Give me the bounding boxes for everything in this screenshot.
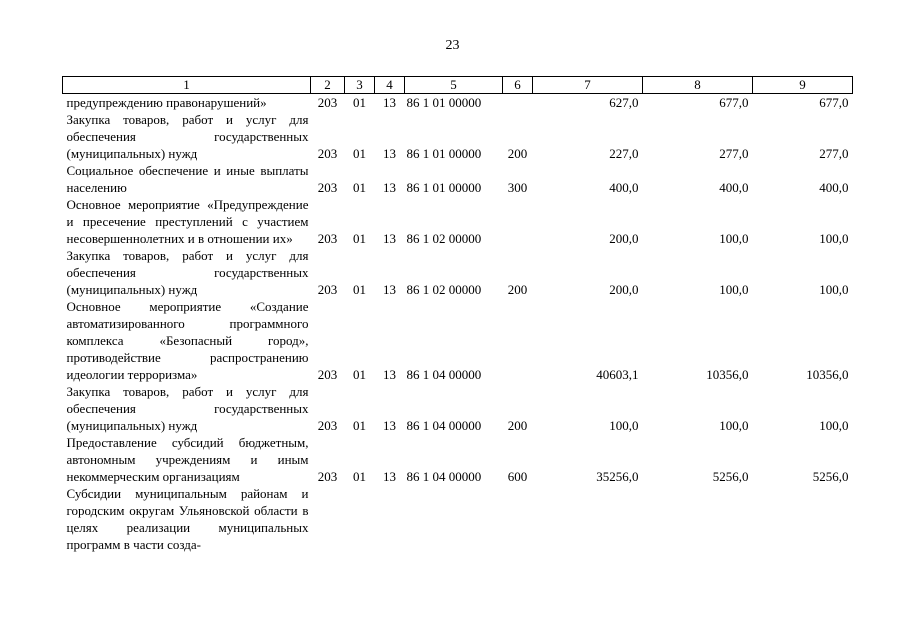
row-value-cell: 203 bbox=[317, 418, 338, 433]
row-value-cell: 100,0 bbox=[719, 231, 749, 246]
row-value-cell: 600 bbox=[507, 469, 528, 484]
row-value-cell bbox=[643, 485, 753, 553]
row-value-cell bbox=[503, 298, 533, 383]
row-value-cell: 10356,0 bbox=[706, 367, 749, 382]
row-value-cell: 627,0 bbox=[609, 95, 639, 110]
row-value-cell: 5256,0 bbox=[712, 469, 749, 484]
row-value-cell: 01 bbox=[353, 367, 366, 382]
row-value-cell bbox=[503, 485, 533, 553]
row-value-cell bbox=[345, 485, 375, 553]
row-value-cell: 10356,0 bbox=[806, 367, 849, 382]
header-cell: 1 bbox=[63, 77, 311, 94]
row-value-cell: 100,0 bbox=[609, 418, 639, 433]
row-value-cell: 01 bbox=[353, 282, 366, 297]
budget-table bbox=[62, 76, 853, 553]
row-value-cell: 35256,0 bbox=[596, 469, 639, 484]
row-value-cell: 203 bbox=[317, 95, 338, 110]
table-row bbox=[63, 162, 853, 196]
row-value-cell: 400,0 bbox=[609, 180, 639, 195]
row-name-cell: предупреждению правонарушений» bbox=[66, 95, 267, 110]
row-value-cell: 13 bbox=[383, 418, 396, 433]
row-value-cell: 13 bbox=[383, 469, 396, 484]
row-value-cell: 86 1 04 00000 bbox=[406, 469, 482, 484]
row-value-cell: 13 bbox=[383, 231, 396, 246]
row-name-cell: Предоставление субсидий бюджетным, автономным учреждениям и иным некоммерческим организациям bbox=[66, 435, 309, 484]
row-name-cell: Закупка товаров, работ и услуг для обеспечения государственных (муниципальных) нужд bbox=[66, 384, 309, 433]
header-cell: 3 bbox=[345, 77, 375, 94]
table-row bbox=[63, 94, 853, 112]
table-row bbox=[63, 196, 853, 247]
row-value-cell: 13 bbox=[383, 367, 396, 382]
row-value-cell: 86 1 02 00000 bbox=[406, 282, 482, 297]
row-name-cell: Основное мероприятие «Предупреждение и пресечение преступлений с участием несовершеннолетних и в отношении их» bbox=[66, 197, 309, 246]
row-name-cell: Субсидии муниципальным районам и городским округам Ульяновской области в целях реализации муниципальных программ в части созда- bbox=[66, 486, 309, 552]
row-value-cell: 5256,0 bbox=[812, 469, 849, 484]
header-cell: 7 bbox=[533, 77, 643, 94]
header-cell: 9 bbox=[753, 77, 853, 94]
row-value-cell: 01 bbox=[353, 418, 366, 433]
row-value-cell: 677,0 bbox=[719, 95, 749, 110]
row-value-cell: 01 bbox=[353, 231, 366, 246]
row-value-cell: 100,0 bbox=[719, 282, 749, 297]
row-value-cell: 203 bbox=[317, 231, 338, 246]
header-cell: 6 bbox=[503, 77, 533, 94]
row-value-cell bbox=[503, 94, 533, 112]
row-value-cell bbox=[375, 485, 405, 553]
row-value-cell: 277,0 bbox=[719, 146, 749, 161]
row-value-cell: 100,0 bbox=[819, 231, 849, 246]
row-value-cell: 203 bbox=[317, 367, 338, 382]
row-value-cell: 677,0 bbox=[819, 95, 849, 110]
row-value-cell: 200,0 bbox=[609, 231, 639, 246]
table-row bbox=[63, 247, 853, 298]
row-value-cell: 86 1 01 00000 bbox=[406, 146, 482, 161]
header-cell: 4 bbox=[375, 77, 405, 94]
header-cell: 5 bbox=[405, 77, 503, 94]
row-value-cell: 200 bbox=[507, 418, 528, 433]
row-value-cell: 40603,1 bbox=[596, 367, 639, 382]
header-row bbox=[63, 77, 853, 94]
row-value-cell: 300 bbox=[507, 180, 528, 195]
row-value-cell: 200 bbox=[507, 282, 528, 297]
header-cell: 2 bbox=[311, 77, 345, 94]
row-value-cell: 203 bbox=[317, 146, 338, 161]
row-value-cell: 277,0 bbox=[819, 146, 849, 161]
row-value-cell: 86 1 01 00000 bbox=[406, 95, 482, 110]
row-value-cell: 100,0 bbox=[819, 418, 849, 433]
row-value-cell: 01 bbox=[353, 469, 366, 484]
row-name-cell: Социальное обеспечение и иные выплаты населению bbox=[66, 163, 309, 195]
table-row bbox=[63, 298, 853, 383]
table-row bbox=[63, 434, 853, 485]
row-value-cell bbox=[533, 485, 643, 553]
row-value-cell: 01 bbox=[353, 180, 366, 195]
row-value-cell: 100,0 bbox=[819, 282, 849, 297]
table-row bbox=[63, 485, 853, 553]
row-value-cell: 13 bbox=[383, 95, 396, 110]
row-value-cell: 01 bbox=[353, 146, 366, 161]
row-value-cell bbox=[503, 196, 533, 247]
row-value-cell: 100,0 bbox=[719, 418, 749, 433]
row-value-cell: 86 1 01 00000 bbox=[406, 180, 482, 195]
row-value-cell: 13 bbox=[383, 180, 396, 195]
table-row bbox=[63, 111, 853, 162]
row-value-cell: 01 bbox=[353, 95, 366, 110]
row-name-cell: Закупка товаров, работ и услуг для обеспечения государственных (муниципальных) нужд bbox=[66, 112, 309, 161]
row-value-cell: 400,0 bbox=[719, 180, 749, 195]
row-value-cell: 203 bbox=[317, 469, 338, 484]
row-value-cell bbox=[405, 485, 503, 553]
row-value-cell: 13 bbox=[383, 282, 396, 297]
row-value-cell: 86 1 04 00000 bbox=[406, 418, 482, 433]
header-cell: 8 bbox=[643, 77, 753, 94]
row-name-cell: Основное мероприятие «Создание автоматизированного программного комплекса «Безопасный город», противодействие распространению идеологии терроризма» bbox=[66, 299, 309, 382]
row-value-cell: 203 bbox=[317, 180, 338, 195]
row-value-cell: 200,0 bbox=[609, 282, 639, 297]
row-value-cell: 227,0 bbox=[609, 146, 639, 161]
row-value-cell: 400,0 bbox=[819, 180, 849, 195]
row-value-cell: 86 1 04 00000 bbox=[406, 367, 482, 382]
table-row bbox=[63, 383, 853, 434]
row-name-cell: Закупка товаров, работ и услуг для обеспечения государственных (муниципальных) нужд bbox=[66, 248, 309, 297]
row-value-cell bbox=[311, 485, 345, 553]
row-value-cell: 203 bbox=[317, 282, 338, 297]
row-value-cell: 13 bbox=[383, 146, 396, 161]
row-value-cell bbox=[753, 485, 853, 553]
row-value-cell: 200 bbox=[507, 146, 528, 161]
row-value-cell: 86 1 02 00000 bbox=[406, 231, 482, 246]
page-number: 23 bbox=[445, 38, 460, 53]
